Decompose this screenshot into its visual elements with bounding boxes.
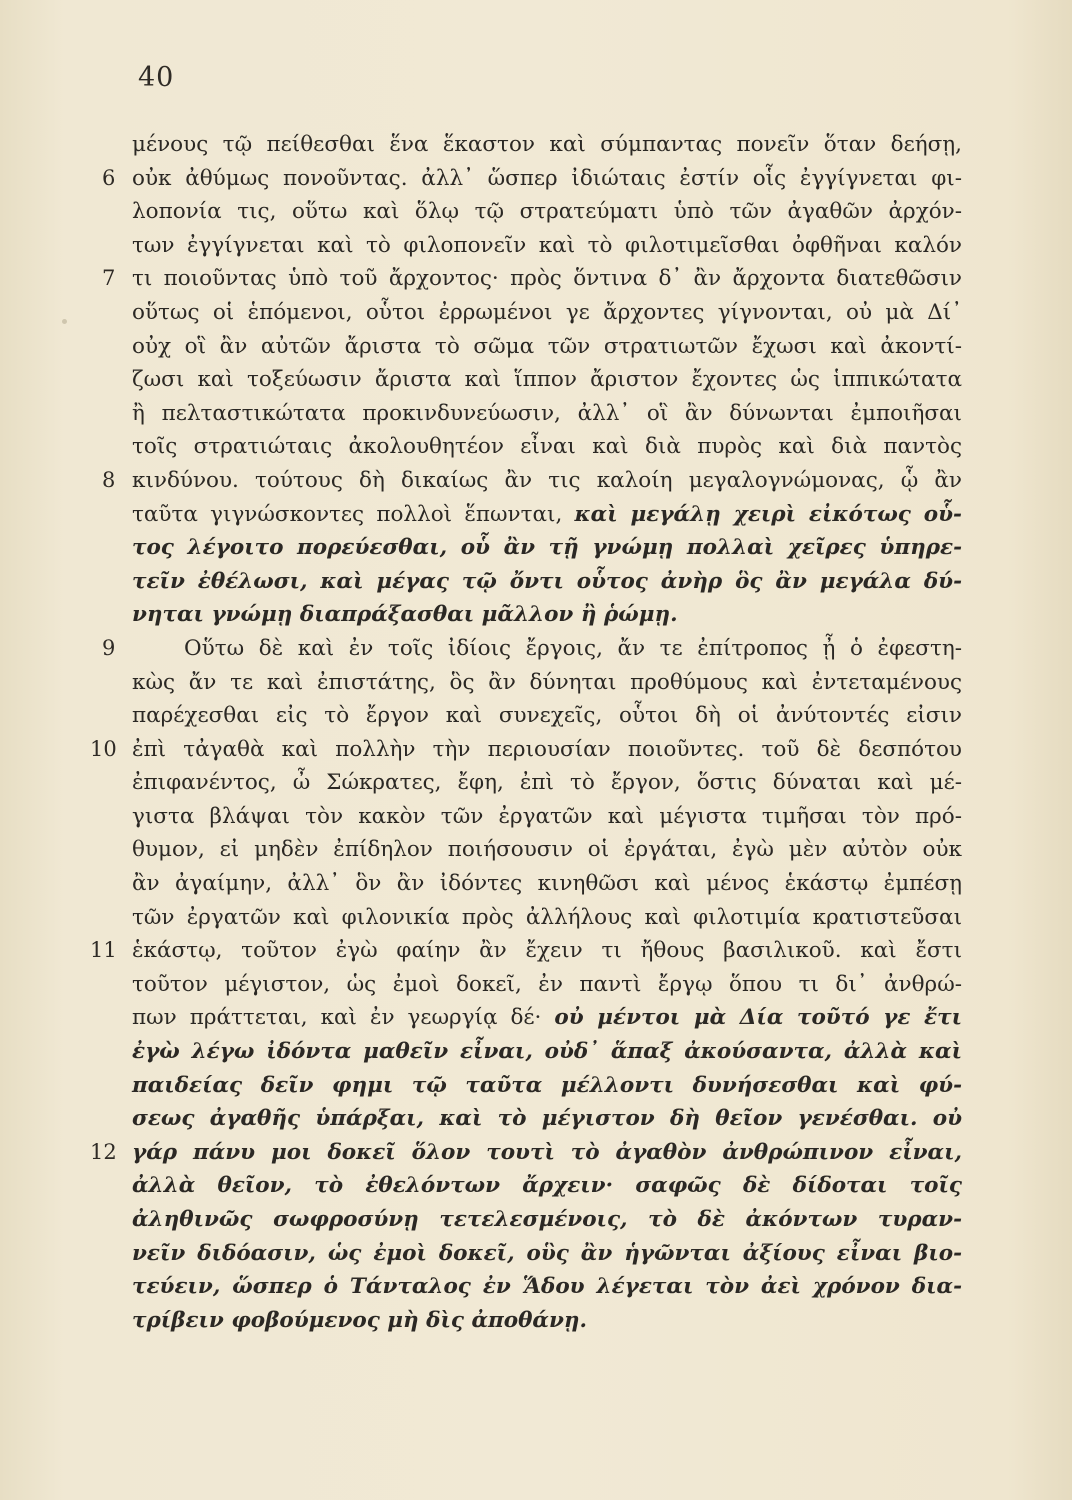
section-number: 9 — [102, 635, 116, 660]
text-line — [132, 766, 962, 800]
text-line — [132, 867, 962, 901]
line-text: οὐχ οἳ ἂν αὐτῶν ἄριστα τὸ σῶμα τῶν στρατιωτῶν ἔχωσι καὶ ἀκοντί- — [132, 333, 962, 359]
section-number: 6 — [102, 165, 116, 190]
line-text: τῶν ἐργατῶν καὶ φιλονικία πρὸς ἀλλήλους καὶ φιλοτιμία κρατιστεῦσαι — [132, 904, 962, 930]
line-text: οὕτως οἱ ἑπόμενοι, οὗτοι ἐρρωμένοι γε ἄρχοντες γίγνονται, οὐ μὰ Δί᾿ — [132, 299, 962, 325]
emphasized-text: τεῖν ἐθέλωσι, καὶ μέγας τῷ ὄντι οὗτος ἀνὴρ ὃς ἂν μεγάλα δύ- — [132, 568, 962, 594]
text-line — [132, 330, 962, 364]
text-line — [132, 363, 962, 397]
emphasized-text: τρίβειν φοβούμενος μὴ δὶς ἀποθάνῃ. — [132, 1307, 588, 1333]
line-text: ζωσι καὶ τοξεύωσιν ἄριστα καὶ ἵππον ἄριστον ἔχοντες ὡς ἱππικώτατα — [132, 367, 962, 393]
text-line — [132, 397, 962, 431]
line-text: ἐπιφανέντος, ὦ Σώκρατες, ἔφη, ἐπὶ τὸ ἔργον, ὅστις δύναται καὶ μέ- — [132, 770, 962, 796]
line-text: ἐπὶ τἀγαθὰ καὶ πολλὴν τὴν περιουσίαν ποιοῦντες. τοῦ δὲ δεσπότου — [132, 736, 962, 762]
emphasized-text: τος λέγοιτο πορεύεσθαι, οὗ ἂν τῇ γνώμῃ πολλαὶ χεῖρες ὑπηρε- — [132, 535, 962, 561]
text-line — [132, 1270, 962, 1304]
emphasized-text: γάρ πάνυ μοι δοκεῖ ὅλον τουτὶ τὸ ἀγαθὸν ἀνθρώπινον εἶναι, — [132, 1139, 962, 1165]
line-text: λοπονία τις, οὕτω καὶ ὅλῳ τῷ στρατεύματι ὑπὸ τῶν ἀγαθῶν ἀρχόν- — [132, 199, 962, 225]
paper-spot — [62, 319, 67, 324]
text-line — [90, 733, 962, 767]
line-text: οὐκ ἀθύμως πονοῦντας. ἀλλ᾿ ὥσπερ ἰδιώταις ἐστίν οἷς ἐγγίγνεται φι- — [132, 165, 962, 191]
text-line — [132, 1069, 962, 1103]
line-text: κινδύνου. τούτους δὴ δικαίως ἂν τις καλοίη μεγαλογνώμονας, ᾧ ἂν — [132, 467, 962, 493]
text-line — [132, 968, 962, 1002]
text-line — [132, 1203, 962, 1237]
text-line — [132, 430, 962, 464]
text-line — [90, 934, 962, 968]
text-line — [132, 195, 962, 229]
text-line — [102, 162, 962, 196]
line-text: θυμον, εἰ μηδὲν ἐπίδηλον ποιήσουσιν οἱ ἐργάται, ἐγὼ μὲν αὐτὸν οὐκ — [132, 837, 962, 863]
section-number: 8 — [102, 467, 116, 492]
emphasized-text: τεύειν, ὥσπερ ὁ Τάνταλος ἐν Ἅδου λέγεται τὸν ἀεὶ χρόνον δια- — [132, 1274, 962, 1300]
section-number: 7 — [102, 266, 116, 291]
line-text: μένους τῷ πείθεσθαι ἕνα ἕκαστον καὶ σύμπαντας πονεῖν ὅταν δεήσῃ, — [132, 132, 962, 157]
text-line — [102, 262, 962, 296]
emphasized-text: νεῖν διδόασιν, ὡς ἐμοὶ δοκεῖ, οὓς ἂν ἡγῶνται ἀξίους εἶναι βιο- — [132, 1240, 962, 1266]
text-line — [132, 565, 962, 599]
line-text: ἢ πελταστικώτατα προκινδυνεύωσιν, ἀλλ᾿ οἳ ἂν δύνωνται ἐμποιῆσαι — [132, 400, 962, 426]
line-text: ταῦτα γιγνώσκοντες πολλοὶ ἕπωνται, — [132, 501, 575, 527]
text-line — [102, 464, 962, 498]
text-line — [132, 1102, 962, 1136]
text-line — [90, 1136, 962, 1170]
section-number: 11 — [90, 938, 117, 963]
text-line — [132, 1304, 962, 1338]
text-line — [132, 1237, 962, 1271]
text-line — [132, 901, 962, 935]
emphasized-text: ἀληθινῶς σωφροσύνῃ τετελεσμένοις, τὸ δὲ ἀκόντων τυραν- — [132, 1207, 962, 1232]
text-line — [132, 598, 962, 632]
text-line — [132, 1169, 962, 1203]
text-line — [132, 666, 962, 700]
text-line — [132, 1001, 962, 1035]
text-line — [132, 699, 962, 733]
text-line — [132, 531, 962, 565]
section-number: 12 — [90, 1139, 117, 1164]
line-text: τοῖς στρατιώταις ἀκολουθητέον εἶναι καὶ διὰ πυρὸς καὶ διὰ παντὸς — [132, 434, 962, 460]
emphasized-text: παιδείας δεῖν φημι τῷ ταῦτα μέλλοντι δυνήσεσθαι καὶ φύ- — [132, 1072, 962, 1098]
line-text: ἑκάστῳ, τοῦτον ἐγὼ φαίην ἂν ἔχειν τι ἤθους βασιλικοῦ. καὶ ἔστι — [132, 938, 962, 964]
text-line — [132, 800, 962, 834]
text-line — [102, 632, 962, 666]
body-text — [90, 128, 962, 1337]
text-line — [132, 229, 962, 263]
line-text: ἂν ἀγαίμην, ἀλλ᾿ ὃν ἂν ἰδόντες κινηθῶσι καὶ μένος ἑκάστῳ ἐμπέσῃ — [132, 871, 962, 897]
line-text: παρέχεσθαι εἰς τὸ ἔργον καὶ συνεχεῖς, οὗτοι δὴ οἱ ἀνύτοντές εἰσιν — [132, 703, 962, 729]
emphasized-text: νηται γνώμῃ διαπράξασθαι μᾶλλον ἢ ῥώμῃ. — [132, 602, 678, 628]
line-text: τοῦτον μέγιστον, ὡς ἐμοὶ δοκεῖ, ἐν παντὶ ἔργῳ ὅπου τι δι᾿ ἀνθρώ- — [132, 971, 962, 997]
line-text: πων πράττεται, καὶ ἐν γεωργίᾳ δέ· — [132, 1005, 555, 1031]
section-number: 10 — [90, 736, 117, 761]
emphasized-text: καὶ μεγάλῃ χειρὶ εἰκότως οὗ- — [574, 501, 962, 527]
line-text: κὼς ἄν τε καὶ ἐπιστάτης, ὃς ἂν δύνηται προθύμους καὶ ἐντεταμένους — [132, 669, 962, 695]
line-text: των ἐγγίγνεται καὶ τὸ φιλοπονεῖν καὶ τὸ φιλοτιμεῖσθαι ὀφθῆναι καλόν — [132, 232, 962, 258]
emphasized-text: σεως ἀγαθῆς ὑπάρξαι, καὶ τὸ μέγιστον δὴ θεῖον γενέσθαι. οὐ — [132, 1106, 962, 1132]
emphasized-text: ἀλλὰ θεῖον, τὸ ἐθελόντων ἄρχειν· σαφῶς δὲ δίδοται τοῖς — [132, 1173, 962, 1199]
text-line — [132, 128, 962, 162]
text-line — [132, 833, 962, 867]
text-line — [132, 498, 962, 532]
line-text: Οὕτω δὲ καὶ ἐν τοῖς ἰδίοις ἔργοις, ἄν τε ἐπίτροπος ᾖ ὁ ἐφεστη- — [184, 635, 962, 661]
text-line — [132, 1035, 962, 1069]
text-line — [132, 296, 962, 330]
line-text: γιστα βλάψαι τὸν κακὸν τῶν ἐργατῶν καὶ μέγιστα τιμῆσαι τὸν πρό- — [132, 803, 962, 829]
emphasized-text: ἐγὼ λέγω ἰδόντα μαθεῖν εἶναι, οὐδ᾿ ἅπαξ ἀκούσαντα, ἀλλὰ καὶ — [132, 1039, 962, 1065]
page-number: 40 — [138, 62, 175, 93]
emphasized-text: οὐ μέντοι μὰ Δία τοῦτό γε ἔτι — [554, 1005, 962, 1031]
line-text: τι ποιοῦντας ὑπὸ τοῦ ἄρχοντος· πρὸς ὅντινα δ᾿ ἂν ἄρχοντα διατεθῶσιν — [132, 266, 962, 292]
